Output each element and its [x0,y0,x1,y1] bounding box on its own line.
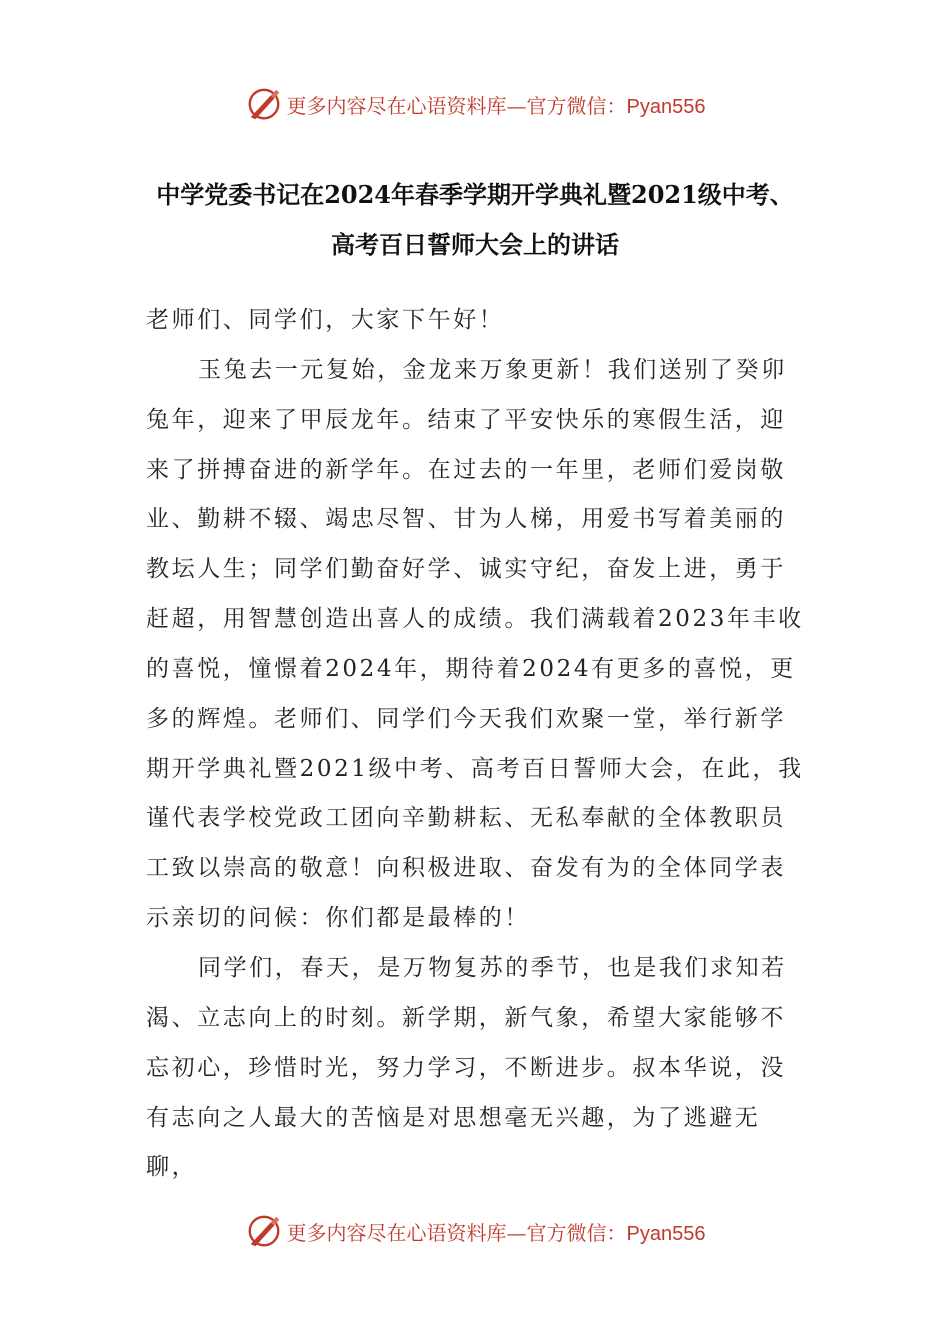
paragraph-2: 同学们，春天，是万物复苏的季节，也是我们求知若渴、立志向上的时刻。新学期，新气象，希望大家能够不忘初心，珍惜时光，努力学习，不断进步。叔本华说，没有志向之人最大的苦恼是对思想毫无兴趣，为了逃避无聊， [146,954,787,1181]
speech-body [146,296,806,1193]
pen-circle-logo-icon [245,1212,283,1250]
footer-watermark [0,1211,950,1251]
header-watermark [0,84,950,124]
watermark-text: 更多内容尽在心语资料库—官方微信：Pyan556 [286,93,706,118]
watermark-text: 更多内容尽在心语资料库—官方微信：Pyan556 [286,1220,706,1245]
pen-circle-logo-icon [245,85,283,123]
paragraph-1: 玉兔去一元复始，金龙来万象更新！我们送别了癸卯兔年，迎来了甲辰龙年。结束了平安快乐的寒假生活，迎来了拼搏奋进的新学年。在过去的一年里，老师们爱岗敬业、勤耕不辍、竭忠尽智、甘为人梯，用爱书写着美丽的教坛人生；同学们勤奋好学、诚实守纪，奋发上进，勇于赶超，用智慧创造出喜人的成绩。我们满载着2023年丰收的喜悦，憧憬着2024年，期待着2024有更多的喜悦，更多的辉煌。老师们、同学们今天我们欢聚一堂，举行新学期开学典礼暨2021级中考、高考百日誓师大会，在此，我谨代表学校党政工团向辛勤耕耘、无私奉献的全体教职员工致以崇高的敬意！向积极进取、奋发有为的全体同学表示亲切的问候：你们都是最棒的！ [146,356,804,932]
greeting: 老师们、同学们，大家下午好！ [146,307,505,333]
document-title-line-1: 中学党委书记在2024年春季学期开学典礼暨2021级中考、 [156,180,794,209]
document-title-line-2: 高考百日誓师大会上的讲话 [331,230,619,259]
